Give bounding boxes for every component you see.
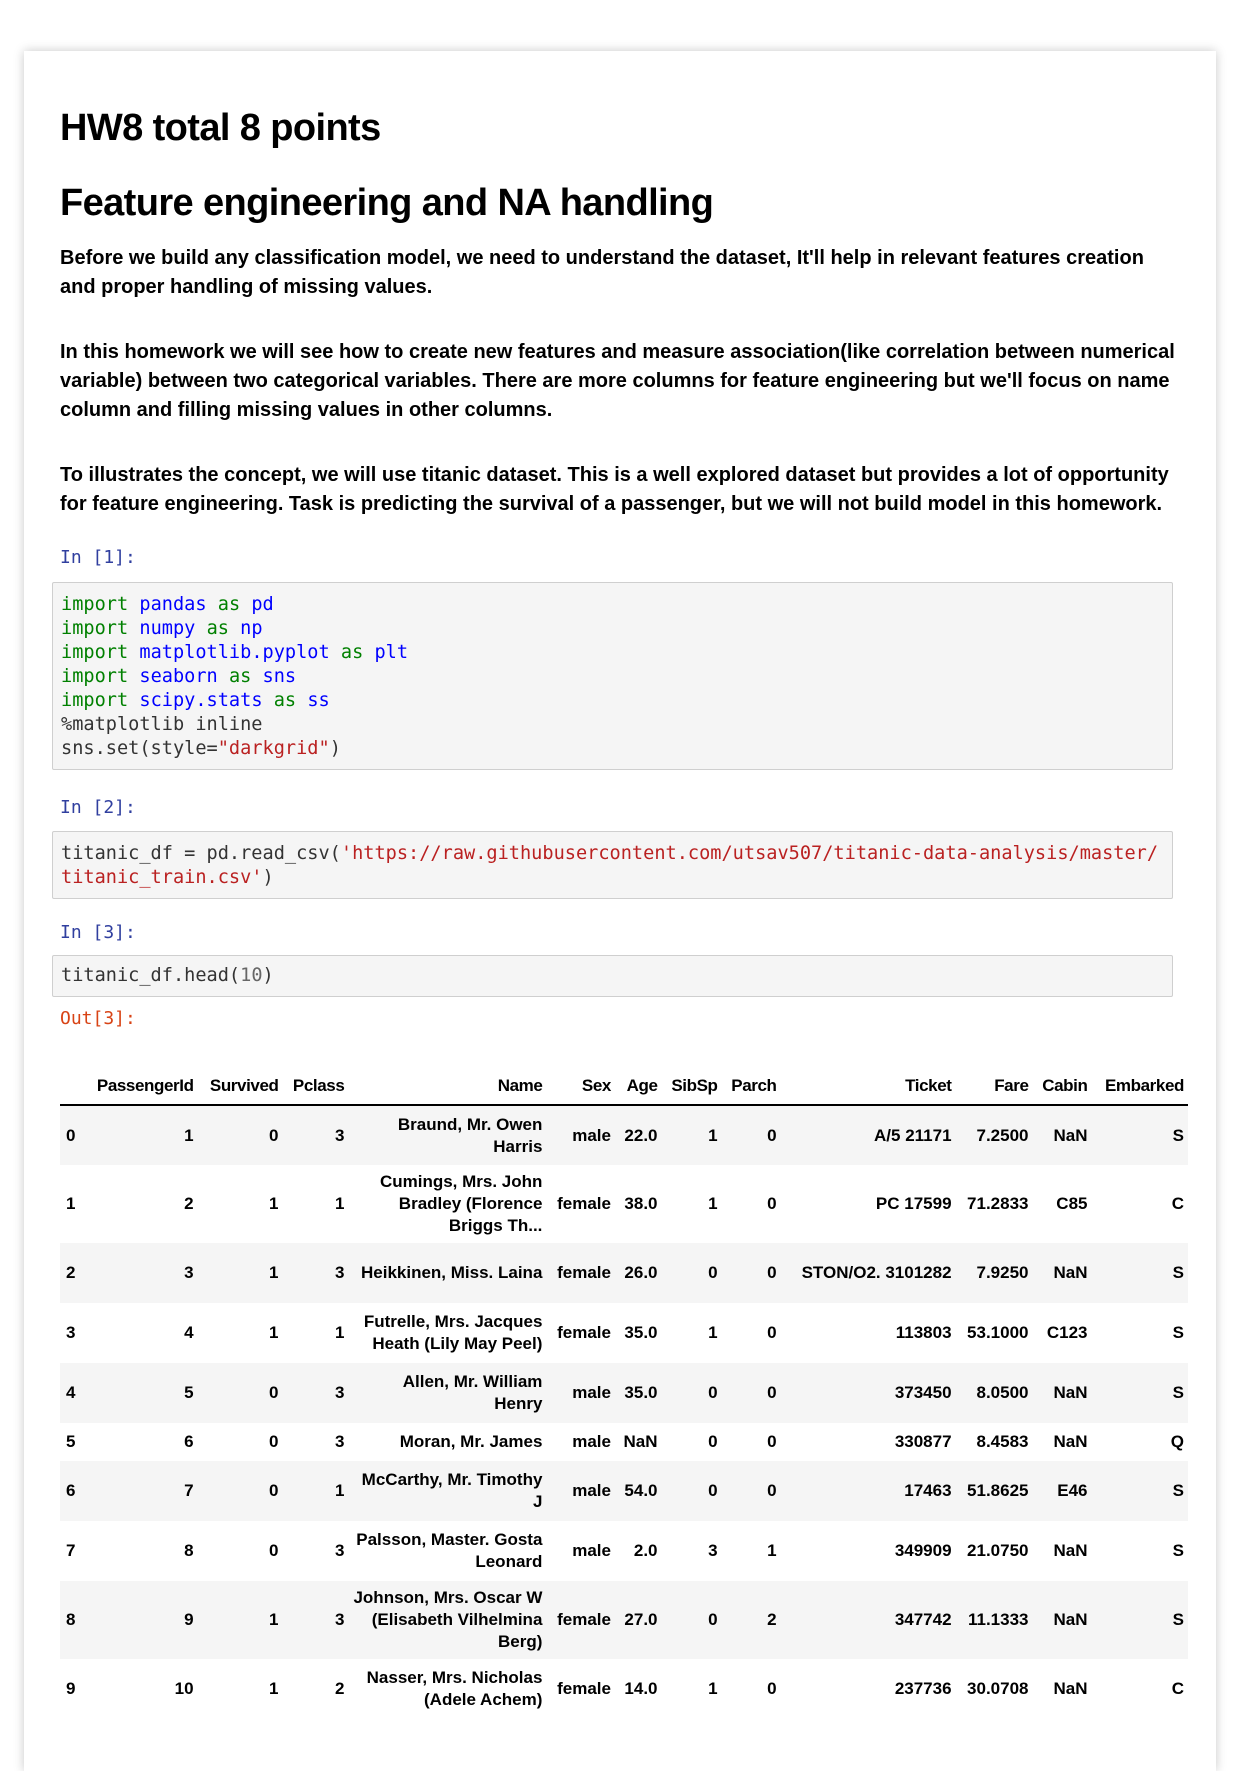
table-cell: 54.0	[624, 1481, 658, 1500]
table-cell: 7.9250	[976, 1263, 1029, 1282]
table-cell: Cumings, Mrs. John Bradley (Florence Briggs Th...	[379, 1172, 543, 1235]
row-index: 4	[66, 1383, 76, 1402]
table-cell: 347742	[894, 1610, 952, 1629]
table-cell: 0	[269, 1541, 279, 1560]
table-cell: male	[572, 1541, 611, 1560]
table-cell: 1	[269, 1679, 279, 1698]
table-cell: 14.0	[624, 1679, 658, 1698]
table-row	[60, 1303, 1188, 1363]
code2-url: 'https://raw.githubusercontent.com/utsav507/titanic-data-analysis/master/titanic_train.csv'	[61, 843, 1159, 888]
table-cell: 1	[708, 1679, 718, 1698]
table-row	[60, 1243, 1188, 1303]
table-cell: 0	[708, 1432, 718, 1451]
table-cell: female	[557, 1679, 611, 1698]
table-row	[60, 1581, 1188, 1659]
table-cell: S	[1172, 1481, 1184, 1500]
table-cell: 51.8625	[967, 1481, 1029, 1500]
table-cell: female	[557, 1194, 611, 1213]
table-cell: 2	[184, 1194, 194, 1213]
table-row	[60, 1461, 1188, 1521]
header-cabin: Cabin	[1042, 1076, 1088, 1095]
header-pclass: Pclass	[292, 1076, 345, 1095]
row-index: 9	[66, 1679, 76, 1698]
table-cell: 2.0	[633, 1541, 658, 1560]
table-cell: 3	[334, 1263, 345, 1282]
header-survived: Survived	[209, 1076, 279, 1095]
table-cell: 0	[269, 1125, 279, 1145]
table-cell: female	[557, 1263, 611, 1282]
table-cell: Moran, Mr. James	[399, 1432, 543, 1451]
table-cell: McCarthy, Mr. Timothy J	[361, 1470, 543, 1511]
table-cell: C	[1171, 1194, 1184, 1213]
table-cell: 0	[767, 1323, 777, 1342]
table-header-row	[60, 1068, 1188, 1105]
cell-3-code[interactable]	[52, 955, 1173, 997]
table-cell: 1	[334, 1194, 345, 1213]
table-cell: 0	[269, 1383, 279, 1402]
table-cell: C85	[1056, 1194, 1088, 1213]
table-cell: male	[572, 1432, 611, 1451]
table-cell: female	[557, 1323, 611, 1342]
table-cell: female	[557, 1610, 611, 1629]
table-cell: NaN	[1053, 1432, 1088, 1451]
intro-paragraph-1: Before we build any classification model, we need to understand the dataset, It'll help in relevant features creation and proper handling of missing values.	[60, 247, 1144, 298]
code3-close: )	[262, 965, 274, 986]
table-cell: 7.2500	[976, 1125, 1029, 1145]
table-cell: S	[1172, 1323, 1184, 1342]
table-cell: 4	[184, 1323, 194, 1342]
header-passengerid: PassengerId	[96, 1076, 194, 1095]
table-cell: 3	[334, 1610, 345, 1629]
table-cell: 0	[269, 1432, 279, 1451]
table-cell: 330877	[894, 1432, 952, 1451]
cell-2-code[interactable]	[52, 831, 1173, 899]
table-cell: 0	[767, 1432, 777, 1451]
table-cell: Nasser, Mrs. Nicholas (Adele Achem)	[366, 1668, 543, 1709]
table-cell: 6	[184, 1432, 194, 1451]
table-cell: male	[572, 1383, 611, 1402]
table-cell: S	[1172, 1383, 1184, 1402]
table-cell: 38.0	[624, 1194, 658, 1213]
table-cell: 5	[184, 1383, 194, 1402]
table-cell: 11.1333	[967, 1610, 1029, 1629]
table-cell: 113803	[895, 1323, 952, 1342]
table-cell: 1	[708, 1323, 718, 1342]
table-cell: STON/O2. 3101282	[801, 1263, 952, 1282]
table-cell: A/5 21171	[874, 1125, 952, 1145]
table-cell: 1	[708, 1194, 718, 1213]
table-cell: 3	[334, 1432, 345, 1451]
cell-2-prompt: In [2]:	[60, 797, 136, 818]
table-row	[60, 1423, 1188, 1461]
table-cell: 53.1000	[967, 1323, 1029, 1342]
dataframe-table	[60, 1068, 1188, 1719]
header-fare: Fare	[994, 1076, 1029, 1095]
table-cell: NaN	[1053, 1610, 1088, 1629]
table-cell: 0	[708, 1481, 718, 1500]
table-cell: C123	[1046, 1323, 1088, 1342]
table-cell: 27.0	[624, 1610, 658, 1629]
code3-call: titanic_df.head(	[61, 965, 241, 986]
code2-lhs: titanic_df = pd.read_csv(	[61, 843, 341, 864]
table-cell: Q	[1170, 1432, 1184, 1451]
table-cell: Heikkinen, Miss. Laina	[361, 1263, 543, 1282]
header-age: Age	[626, 1076, 658, 1095]
table-cell: 1	[334, 1481, 345, 1500]
table-cell: 0	[767, 1481, 777, 1500]
row-index: 5	[66, 1432, 76, 1451]
table-cell: 26.0	[624, 1263, 658, 1282]
header-sex: Sex	[581, 1076, 611, 1095]
table-cell: 35.0	[624, 1323, 658, 1342]
table-cell: 35.0	[624, 1383, 658, 1402]
table-cell: 3	[334, 1541, 345, 1560]
table-cell: 3	[334, 1125, 345, 1145]
table-cell: male	[572, 1125, 611, 1145]
table-cell: 0	[767, 1263, 777, 1282]
table-cell: Allen, Mr. William Henry	[402, 1372, 543, 1413]
cell-1-code[interactable]: import pandas as pd import numpy as np import matplotlib.pyplot as plt import seaborn as sns import scipy.stats as ss %matplotlib inline sns.set(style="darkgrid")	[52, 582, 1173, 770]
table-cell: NaN	[1053, 1679, 1088, 1698]
table-row	[60, 1165, 1188, 1243]
table-cell: C	[1171, 1679, 1184, 1698]
row-index: 3	[66, 1323, 76, 1342]
header-name: Name	[497, 1076, 543, 1095]
table-cell: 10	[174, 1679, 194, 1698]
table-cell: 22.0	[624, 1125, 658, 1145]
table-cell: 1	[269, 1263, 279, 1282]
table-cell: 0	[269, 1481, 279, 1500]
table-cell: 1	[184, 1125, 194, 1145]
table-cell: 3	[184, 1263, 194, 1282]
table-cell: E46	[1057, 1481, 1088, 1500]
table-cell: Johnson, Mrs. Oscar W (Elisabeth Vilhelmina Berg)	[353, 1588, 543, 1651]
table-cell: 1	[767, 1541, 777, 1560]
table-cell: NaN	[1053, 1263, 1088, 1282]
row-index: 6	[66, 1481, 76, 1500]
table-cell: 71.2833	[967, 1194, 1029, 1213]
header-ticket: Ticket	[905, 1076, 952, 1095]
table-cell: PC 17599	[875, 1194, 952, 1213]
table-cell: 1	[269, 1323, 279, 1342]
table-row	[60, 1363, 1188, 1423]
table-cell: 0	[767, 1679, 777, 1698]
table-cell: S	[1172, 1541, 1184, 1560]
table-cell: 2	[334, 1679, 345, 1698]
cell-3-prompt: In [3]:	[60, 922, 136, 943]
table-cell: 8.0500	[976, 1383, 1029, 1402]
row-index: 1	[66, 1194, 76, 1213]
notebook-page	[24, 51, 1216, 1771]
table-cell: S	[1172, 1263, 1184, 1282]
intro-paragraph-2: In this homework we will see how to create new features and measure association(like correlation between numerical variable) between two categorical variables. There are more columns for feature engineering but we'll focus on name column and filling missing values in other columns.	[60, 341, 1175, 421]
table-cell: 7	[184, 1481, 194, 1500]
table-cell: 8	[184, 1541, 194, 1560]
table-cell: NaN	[623, 1432, 658, 1451]
table-cell: 0	[767, 1383, 777, 1402]
table-cell: 0	[708, 1263, 718, 1282]
table-cell: 0	[708, 1383, 718, 1402]
row-index: 0	[66, 1125, 76, 1145]
table-cell: 17463	[904, 1481, 952, 1500]
table-cell: NaN	[1053, 1383, 1088, 1402]
table-cell: 1	[334, 1323, 345, 1342]
table-cell: S	[1172, 1125, 1184, 1145]
table-cell: 3	[708, 1541, 718, 1560]
table-cell: NaN	[1053, 1125, 1088, 1145]
table-cell: S	[1172, 1610, 1184, 1629]
table-row	[60, 1521, 1188, 1581]
section-heading: Feature engineering and NA handling	[60, 182, 714, 224]
table-cell: 1	[708, 1125, 718, 1145]
table-body	[60, 1105, 1188, 1719]
row-index: 2	[66, 1263, 76, 1282]
table-cell: 9	[184, 1610, 194, 1629]
table-row	[60, 1105, 1188, 1165]
table-cell: Futrelle, Mrs. Jacques Heath (Lily May Peel)	[363, 1312, 543, 1353]
table-cell: NaN	[1053, 1541, 1088, 1560]
table-cell: 30.0708	[967, 1679, 1029, 1698]
table-cell: 2	[767, 1610, 777, 1629]
table-cell: 8.4583	[976, 1432, 1029, 1451]
header-embarked: Embarked	[1104, 1076, 1184, 1095]
table-cell: 21.0750	[967, 1541, 1029, 1560]
table-cell: Braund, Mr. Owen Harris	[397, 1114, 543, 1156]
table-cell: 373450	[894, 1383, 952, 1402]
code3-arg: 10	[240, 965, 263, 986]
table-cell: male	[572, 1481, 611, 1500]
table-cell: 1	[269, 1194, 279, 1213]
table-cell: 3	[334, 1383, 345, 1402]
page-title: HW8 total 8 points	[60, 107, 381, 149]
header-index	[60, 1068, 82, 1105]
cell-1-prompt: In [1]:	[60, 547, 136, 568]
table-cell: 1	[269, 1610, 279, 1629]
intro-paragraph-3: To illustrates the concept, we will use titanic dataset. This is a well explored dataset but provides a lot of opportunity for feature engineering. Task is predicting the survival of a passenger, but we will not build model in this homework.	[60, 464, 1169, 515]
table-cell: 0	[767, 1125, 777, 1145]
code2-rhs: )	[262, 867, 274, 888]
table-cell: Palsson, Master. Gosta Leonard	[356, 1530, 543, 1571]
header-sibsp: SibSp	[671, 1076, 718, 1095]
row-index: 7	[66, 1541, 76, 1560]
table-row	[60, 1659, 1188, 1719]
table-cell: 349909	[894, 1541, 952, 1560]
cell-3-output-prompt: Out[3]:	[60, 1008, 136, 1029]
table-cell: 0	[708, 1610, 718, 1629]
header-parch: Parch	[731, 1076, 777, 1095]
row-index: 8	[66, 1610, 76, 1629]
table-cell: 0	[767, 1194, 777, 1213]
table-cell: 237736	[894, 1679, 952, 1698]
